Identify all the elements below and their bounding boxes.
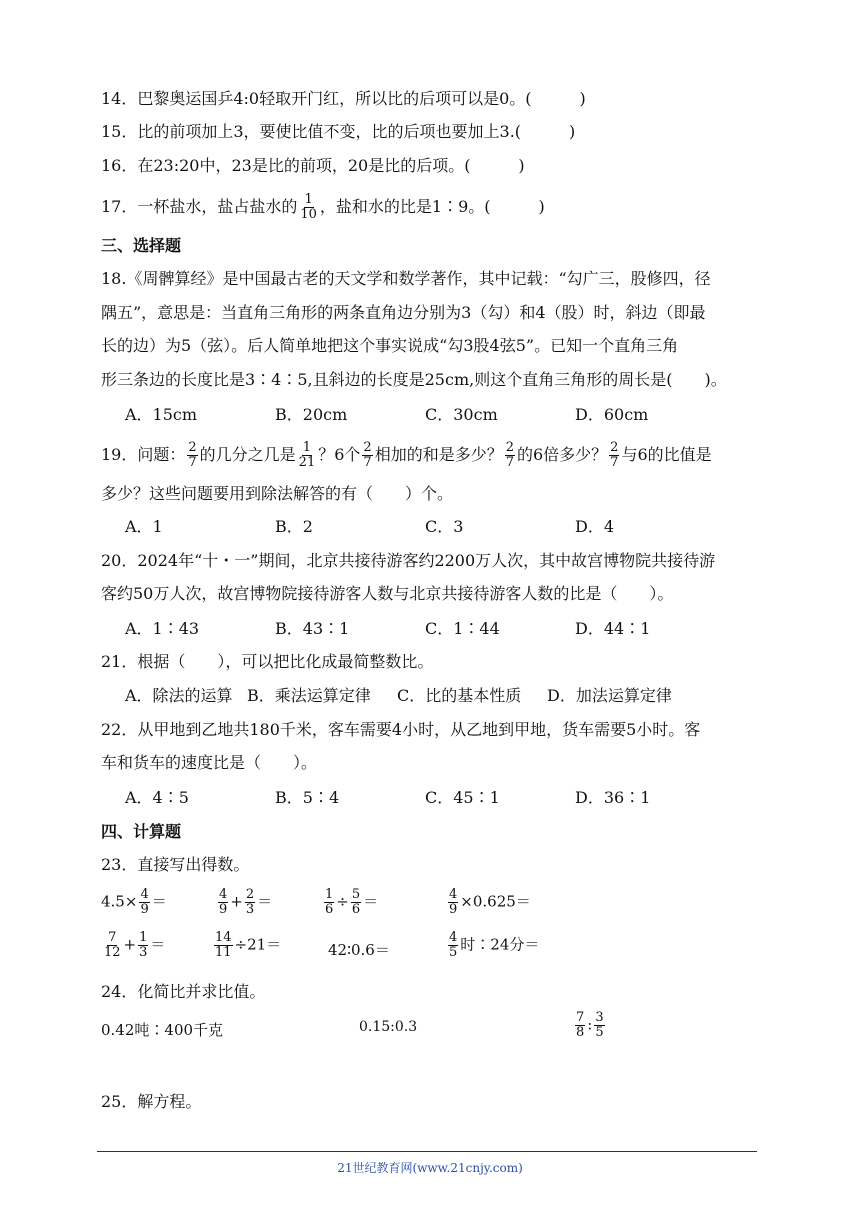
question-18-line-4: 形三条边的长度比是3∶4∶5,且斜边的长度是25cm,则这个直角三角形的周长是( )。 [101, 370, 727, 389]
option-a[interactable]: A．1∶43 [125, 619, 200, 638]
question-18-line-3: 长的边）为5（弦）。后人简单地把这个事实说成“勾3股4弦5”。已知一个直角三角 [101, 336, 679, 355]
question-19-text: 19．问题： [101, 445, 186, 464]
option-b[interactable]: B．2 [275, 517, 313, 536]
question-19-line-2: 多少？这些问题要用到除法解答的有（ ）个。 [101, 484, 454, 503]
ratio-item-3: $\frac{7}{8}$ : $\frac{3}{5}$ [576, 1010, 604, 1040]
option-c[interactable]: C．45∶1 [425, 788, 500, 807]
question-18-line-1: 18.《周髀算经》是中国最古老的天文学和数学著作，其中记载：“勾广三，股修四，径 [101, 269, 711, 288]
calc-expression-3: $\frac{1}{6}$ ÷ $\frac{5}{6}$ ＝ [325, 887, 379, 917]
calc-expression-1: 4.5× $\frac{4}{9}$ ＝ [101, 887, 167, 917]
question-19-text: 的几分之几是 [199, 445, 296, 464]
question-19-text: 的6倍多少？ [516, 445, 608, 464]
option-d[interactable]: D．36∶1 [575, 788, 651, 807]
option-a[interactable]: A．15cm [125, 405, 198, 424]
question-18-line-2: 隅五”，意思是：当直角三角形的两条直角边分别为3（勾）和4（股）时，斜边（即最 [101, 303, 706, 322]
question-14: 14．巴黎奥运国乒4:0轻取开门红，所以比的后项可以是0。( ) [101, 89, 586, 108]
question-15: 15．比的前项加上3，要使比值不变，比的后项也要加上3.( ) [101, 122, 576, 141]
fraction: $\frac{2}{7}$ [610, 440, 619, 470]
question-17-text-end: ，盐和水的比是1∶9。( ) [319, 197, 545, 216]
option-d[interactable]: D．44∶1 [575, 619, 651, 638]
question-21-options [125, 684, 697, 708]
option-d[interactable]: D．4 [575, 517, 615, 536]
question-24-title: 24．化简比并求比值。 [101, 982, 266, 1001]
option-c[interactable]: C．比的基本性质 [397, 686, 522, 705]
option-d[interactable]: D．加法运算定律 [547, 686, 672, 705]
calc-expression-5: $\frac{7}{12}$ + $\frac{1}{3}$ ＝ [104, 930, 166, 960]
question-19-text: ？6个 [318, 445, 361, 464]
option-c[interactable]: C．1∶44 [425, 619, 500, 638]
question-20-line-2: 客约50万人次，故宫博物院接待游客人数与北京共接待游客人数的比是（ ）。 [101, 584, 674, 603]
question-25: 25．解方程。 [101, 1092, 202, 1111]
question-20-line-1: 20．2024年“十・一”期间，北京共接待游客约2200万人次，其中故宫博物院共接待游 [101, 551, 716, 570]
question-17-text: 17．一杯盐水，盐占盐水的 [101, 197, 298, 216]
question-22-line-2: 车和货车的速度比是（ ）。 [101, 753, 318, 772]
question-20-options [125, 617, 725, 641]
question-22-options [125, 786, 725, 810]
section-heading-choice: 三、选择题 [101, 236, 182, 255]
fraction: $\frac{2}{7}$ [363, 440, 372, 470]
question-19-line-1 [101, 441, 712, 470]
footer-watermark: 21世纪教育网(www.21cnjy.com) [337, 1161, 523, 1175]
fraction: $\frac{2}{7}$ [188, 440, 197, 470]
option-d[interactable]: D．60cm [575, 405, 649, 424]
question-18-options [125, 403, 725, 427]
section-heading-calculation: 四、计算题 [101, 822, 182, 841]
calc-expression-8: $\frac{4}{5}$ 时∶24分＝ [449, 930, 540, 960]
footer-divider [97, 1151, 757, 1152]
option-b[interactable]: B．43∶1 [275, 619, 350, 638]
ratio-item-2: 0.15:0.3 [359, 1019, 418, 1035]
option-c[interactable]: C．30cm [425, 405, 498, 424]
option-b[interactable]: B．乘法运算定律 [247, 686, 371, 705]
calc-expression-6: $\frac{14}{11}$ ÷21＝ [215, 930, 282, 960]
option-b[interactable]: B．20cm [275, 405, 348, 424]
ratio-item-1: 0.42吨∶400千克 [101, 1021, 224, 1039]
option-a[interactable]: A．1 [125, 517, 163, 536]
question-19-text: 与6的比值是 [621, 445, 712, 464]
option-b[interactable]: B．5∶4 [275, 788, 340, 807]
option-a[interactable]: A．4∶5 [125, 788, 189, 807]
fraction: $\frac{1}{10}$ [300, 192, 317, 222]
question-22-line-1: 22．从甲地到乙地共180千米，客车需要4小时，从乙地到甲地，货车需要5小时。客 [101, 720, 701, 739]
option-c[interactable]: C．3 [425, 517, 464, 536]
calc-expression-7: 42∶0.6＝ [328, 941, 390, 959]
question-17 [101, 193, 545, 222]
question-19-text: 相加的和是多少？ [374, 445, 503, 464]
fraction: $\frac{2}{7}$ [505, 440, 514, 470]
calc-expression-4: $\frac{4}{9}$ ×0.625＝ [449, 887, 531, 917]
question-23-title: 23．直接写出得数。 [101, 855, 250, 874]
question-16: 16．在23:20中，23是比的前项，20是比的后项。( ) [101, 156, 525, 175]
option-a[interactable]: A．除法的运算 [125, 686, 233, 705]
calc-expression-2: $\frac{4}{9}$ + $\frac{2}{3}$ ＝ [219, 887, 273, 917]
fraction: $\frac{1}{21}$ [298, 440, 316, 470]
question-21-line-1: 21．根据（ ），可以把比化成最简整数比。 [101, 652, 434, 671]
question-19-options [125, 515, 725, 539]
